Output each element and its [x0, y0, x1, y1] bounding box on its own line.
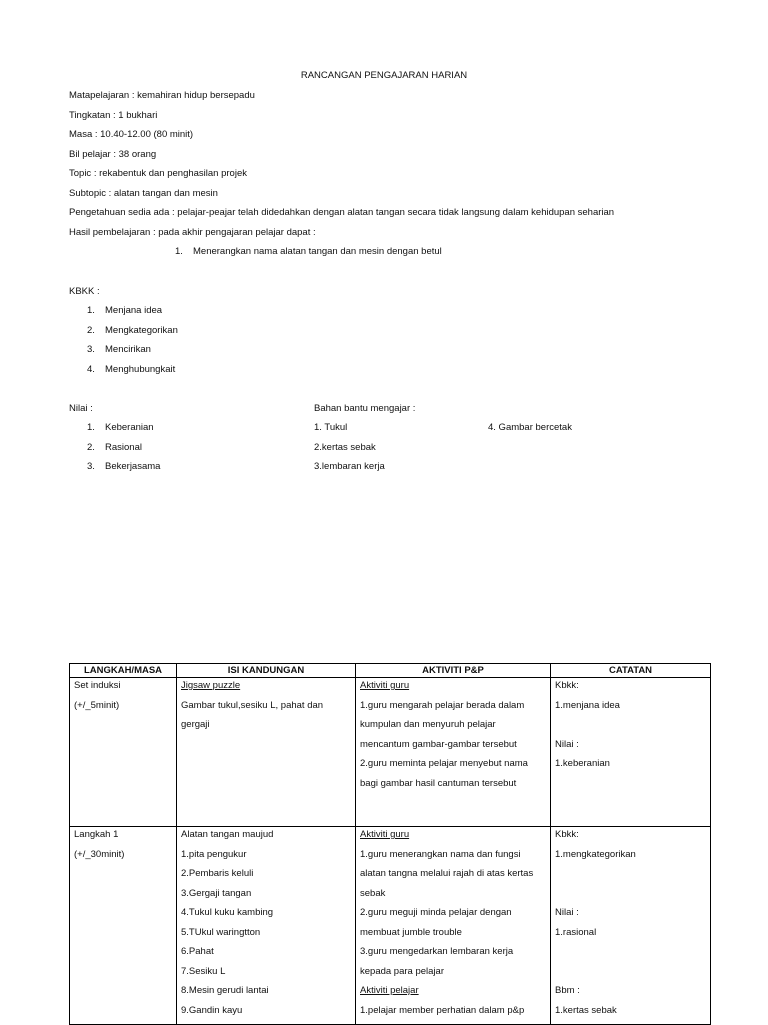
table-row [70, 827, 711, 1025]
page-title: RANCANGAN PENGAJARAN HARIAN [300, 70, 468, 81]
header-isi: ISI KANDUNGAN [177, 664, 356, 678]
list-number: 1. [87, 305, 95, 316]
list-text: Keberanian [105, 422, 154, 433]
cell-line: 2.guru meguji minda pelajar dengan [360, 907, 512, 918]
list-number: 2. [87, 324, 95, 336]
cell-line: 8.Mesin gerudi lantai [181, 985, 269, 996]
cell-aktiviti [356, 678, 551, 827]
list-text: Menghubungkait [105, 363, 176, 375]
cell-line: Nilai : [555, 907, 579, 918]
list-number: 1. [87, 422, 95, 433]
lesson-plan-table [69, 663, 711, 1025]
cell-line: 1.guru menerangkan nama dan fungsi [360, 848, 521, 860]
list-text: Mencirikan [105, 344, 151, 355]
cell-line [555, 888, 706, 908]
cell-line: gergaji [181, 719, 210, 730]
cell-line: Alatan tangan maujud [181, 829, 274, 840]
list-number: 3. [87, 344, 95, 355]
cell-line: 5.TUkul waringtton [181, 926, 261, 938]
cell-isi [177, 827, 356, 1025]
cell-line: 1.menjana idea [555, 699, 620, 711]
cell-line: mencantum gambar-gambar tersebut [360, 738, 517, 750]
bahan-item: 1. Tukul [314, 422, 348, 433]
cell-line: 3.Gergaji tangan [181, 887, 252, 899]
cell-line [555, 946, 706, 966]
bahan-item: 3.lembaran kerja [314, 461, 385, 472]
cell-line: 1.mengkategorikan [555, 848, 636, 860]
cell-heading: Jigsaw puzzle [181, 680, 241, 691]
bahan-column-1 [314, 403, 415, 481]
table-header-row [70, 664, 711, 678]
cell-line: kumpulan dan menyuruh pelajar [360, 719, 496, 730]
cell-isi [177, 678, 356, 827]
cell-line: membuat jumble trouble [360, 926, 462, 938]
cell-line: bagi gambar hasil cantuman tersebut [360, 777, 517, 789]
cell-line: 1.keberanian [555, 758, 610, 769]
header-tingkatan: Tingkatan : 1 bukhari [69, 109, 158, 121]
header-subtopic: Subtopic : alatan tangan dan mesin [69, 187, 218, 199]
list-number: 2. [87, 441, 95, 453]
list-text: Rasional [105, 441, 142, 453]
list-number: 1. [175, 246, 183, 257]
bahan-label: Bahan bantu mengajar : [314, 402, 416, 414]
list-number: 3. [87, 461, 95, 472]
cell-line: 2.guru meminta pelajar menyebut nama [360, 758, 528, 769]
cell-line: alatan tangna melalui rajah di atas kertas [360, 868, 534, 879]
kbkk-label: KBKK : [69, 285, 100, 297]
header-matapelajaran: Matapelajaran : kemahiran hidup bersepadu [69, 90, 255, 101]
list-text: Bekerjasama [105, 461, 161, 472]
cell-line [555, 868, 706, 888]
header-hasil-pembelajaran: Hasil pembelajaran : pada akhir pengajaran pelajar dapat : [69, 226, 316, 238]
header-bil-pelajar: Bil pelajar : 38 orang [69, 148, 157, 160]
header-masa: Masa : 10.40-12.00 (80 minit) [69, 129, 194, 140]
cell-line: 6.Pahat [181, 946, 214, 957]
cell-line: 4.Tukul kuku kambing [181, 907, 274, 918]
list-text: Menerangkan nama alatan tangan dan mesin dengan betul [193, 246, 442, 257]
cell-heading: Aktiviti guru [360, 829, 410, 840]
header-aktiviti: AKTIVITI P&P [356, 664, 551, 678]
cell-line: 7.Sesiku L [181, 965, 226, 977]
list-text: Mengkategorikan [105, 324, 178, 336]
cell-line: Kbkk: [555, 829, 579, 840]
cell-line: sebak [360, 887, 386, 899]
cell-line [555, 719, 706, 739]
cell-line: 1.guru mengarah pelajar berada dalam [360, 699, 525, 711]
cell-line: 3.guru mengedarkan lembaran kerja [360, 946, 514, 957]
cell-line: 2.Pembaris keluli [181, 868, 254, 879]
cell-line: Langkah 1 [74, 829, 119, 840]
header-langkah: LANGKAH/MASA [70, 664, 177, 678]
bahan-item: 4. Gambar bercetak [488, 422, 572, 433]
cell-heading: Aktiviti pelajar [360, 985, 419, 996]
cell-aktiviti [356, 827, 551, 1025]
cell-line: (+/_30minit) [74, 848, 125, 860]
cell-line: Gambar tukul,sesiku L, pahat dan [181, 699, 324, 711]
header-catatan: CATATAN [551, 664, 711, 678]
bahan-item: 2.kertas sebak [314, 441, 376, 453]
header-pengetahuan: Pengetahuan sedia ada : pelajar-peajar telah didedahkan dengan alatan tangan secara tidak langsung dalam kehidupan seharian [69, 207, 615, 218]
list-number: 4. [87, 363, 95, 375]
bahan-column-2 [488, 422, 572, 442]
cell-line: 1.kertas sebak [555, 1004, 617, 1016]
cell-line: Bbm : [555, 985, 580, 996]
cell-line: (+/_5minit) [74, 699, 120, 711]
cell-line: 9.Gandin kayu [181, 1004, 243, 1016]
table-row [70, 678, 711, 827]
cell-line: kepada para pelajar [360, 965, 444, 977]
cell-line: Nilai : [555, 738, 579, 750]
cell-langkah [70, 678, 177, 827]
cell-line [555, 966, 706, 986]
cell-catatan [551, 827, 711, 1025]
list-text: Menjana idea [105, 305, 163, 316]
nilai-label: Nilai : [69, 402, 93, 414]
cell-line: 1.pita pengukur [181, 848, 247, 860]
cell-line: 1.pelajar member perhatian dalam p&p [360, 1004, 525, 1016]
cell-line: Kbkk: [555, 680, 579, 691]
cell-heading: Aktiviti guru [360, 680, 410, 691]
cell-line: 1.rasional [555, 926, 597, 938]
cell-langkah [70, 827, 177, 1025]
cell-line: Set induksi [74, 680, 121, 691]
cell-catatan [551, 678, 711, 827]
header-topic: Topic : rekabentuk dan penghasilan projek [69, 168, 247, 179]
